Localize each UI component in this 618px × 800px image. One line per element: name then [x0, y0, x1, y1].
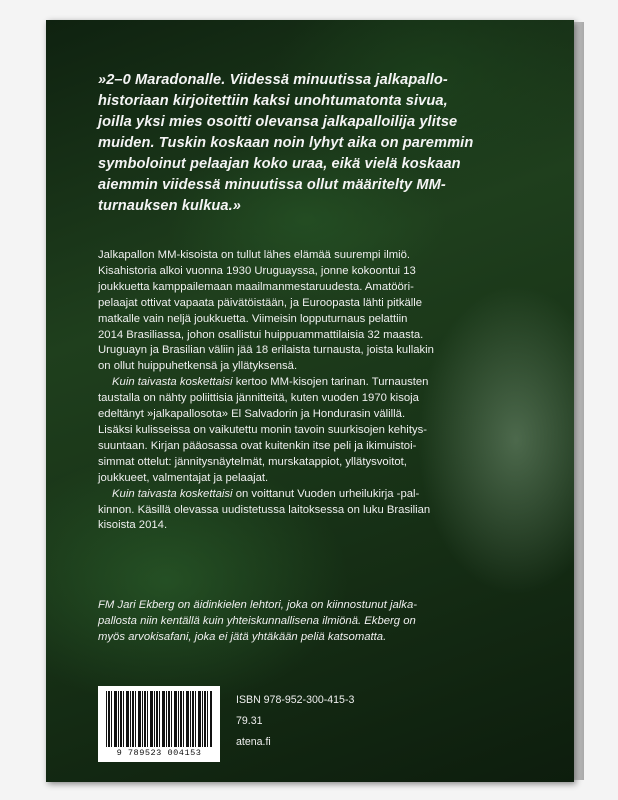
blurb-paragraph-3 — [98, 487, 538, 535]
quote-line: symboloinut pelaajan koko uraa, eikä vielä koskaan — [98, 156, 461, 172]
blurb-text — [98, 248, 538, 534]
text-line: Jalkapallon MM-kisoista on tullut lähes elämää suurempi ilmiö. — [98, 249, 411, 261]
quote-line: muiden. Tuskin koskaan noin lyhyt aika on paremmin — [98, 135, 474, 151]
cover-quote — [98, 70, 538, 217]
text-line: 2014 Brasiliassa, johon osallistui huippuammattilaisia 32 maasta. — [98, 328, 424, 341]
text-line: kisoista 2014. — [98, 519, 168, 532]
text-line — [98, 487, 538, 503]
text-line: pelaajat ottivat vapaata päivätöistään, ja Euroopasta lähti pitkälle — [98, 296, 423, 309]
text-line: on ollut huippuhetkensä ja yllätyksensä. — [98, 360, 298, 373]
quote-line: joilla yksi mies osoitti olevansa jalkapalloilija ylitse — [98, 114, 458, 130]
text-fragment: on voittanut Vuoden urheilukirja -pal- — [232, 487, 420, 500]
publisher-url: atena.fi — [236, 736, 271, 748]
barcode-digits: 9 789523 004153 — [116, 748, 202, 758]
author-bio — [98, 598, 538, 646]
text-line — [98, 375, 538, 391]
book-back-cover — [46, 20, 574, 782]
text-line: Kisahistoria alkoi vuonna 1930 Uruguayssa, jonne kokoontui 13 — [98, 264, 416, 277]
text-line: Uruguayn ja Brasilian väliin jää 18 erilaista turnausta, joista kullakin — [98, 344, 434, 357]
barcode-bars — [106, 691, 212, 747]
text-line: suuntaan. Kirjan pääosassa ovat kuitenkin itse peli ja ikimuistoi- — [98, 439, 417, 452]
barcode — [98, 686, 220, 762]
text-line: joukkuetta kamppailemaan maailmanmestaruudesta. Amatööri- — [98, 280, 414, 293]
book-title: Kuin taivasta koskettaisi — [112, 376, 233, 389]
text-fragment: kertoo MM-kisojen tarinan. Turnausten — [232, 376, 429, 389]
text-line: matkalle vain neljä joukkuetta. Viimeisin lopputurnaus pelattiin — [98, 312, 408, 325]
text-line: Lisäksi kulisseissa on vaikutettu monin tavoin suurkisojen kehitys- — [98, 423, 428, 436]
isbn-info — [236, 690, 354, 753]
isbn-number: ISBN 978-952-300-415-3 — [236, 694, 355, 706]
library-class: 79.31 — [236, 715, 263, 727]
text-line: kinnon. Käsillä olevassa uudistetussa laitoksessa on luku Brasilian — [98, 503, 431, 516]
bio-line: FM Jari Ekberg on äidinkielen lehtori, joka on kiinnostunut jalka- — [98, 599, 417, 611]
text-line: joukkueet, valmentajat ja pelaajat. — [98, 471, 269, 484]
text-line: edeltänyt »jalkapallosota» El Salvadorin ja Hondurasin välillä. — [98, 408, 406, 421]
blurb-paragraph-1 — [98, 248, 538, 375]
quote-line: turnauksen kulkua.» — [98, 198, 242, 214]
book-title: Kuin taivasta koskettaisi — [112, 487, 233, 500]
quote-line: »2–0 Maradonalle. Viidessä minuutissa jalkapallo- — [98, 72, 448, 88]
text-line: simmat ottelut: jännitysnäytelmät, murskatappiot, yllätysvoitot, — [98, 455, 407, 468]
text-line: taustalla on nähty poliittisia jännitteitä, kuten vuoden 1970 kisoja — [98, 392, 419, 405]
quote-line: aiemmin viidessä minuutissa ollut määritelty MM- — [98, 177, 446, 193]
blurb-paragraph-2 — [98, 375, 538, 486]
quote-line: historiaan kirjoitettiin kaksi unohtumatonta sivua, — [98, 93, 448, 109]
bio-line: myös arvokisafani, joka ei jätä yhtäkään peliä katsomatta. — [98, 630, 387, 643]
page-edge — [574, 22, 584, 780]
bio-line: pallosta niin kentällä kuin yhteiskunnallisena ilmiönä. Ekberg on — [98, 614, 416, 627]
